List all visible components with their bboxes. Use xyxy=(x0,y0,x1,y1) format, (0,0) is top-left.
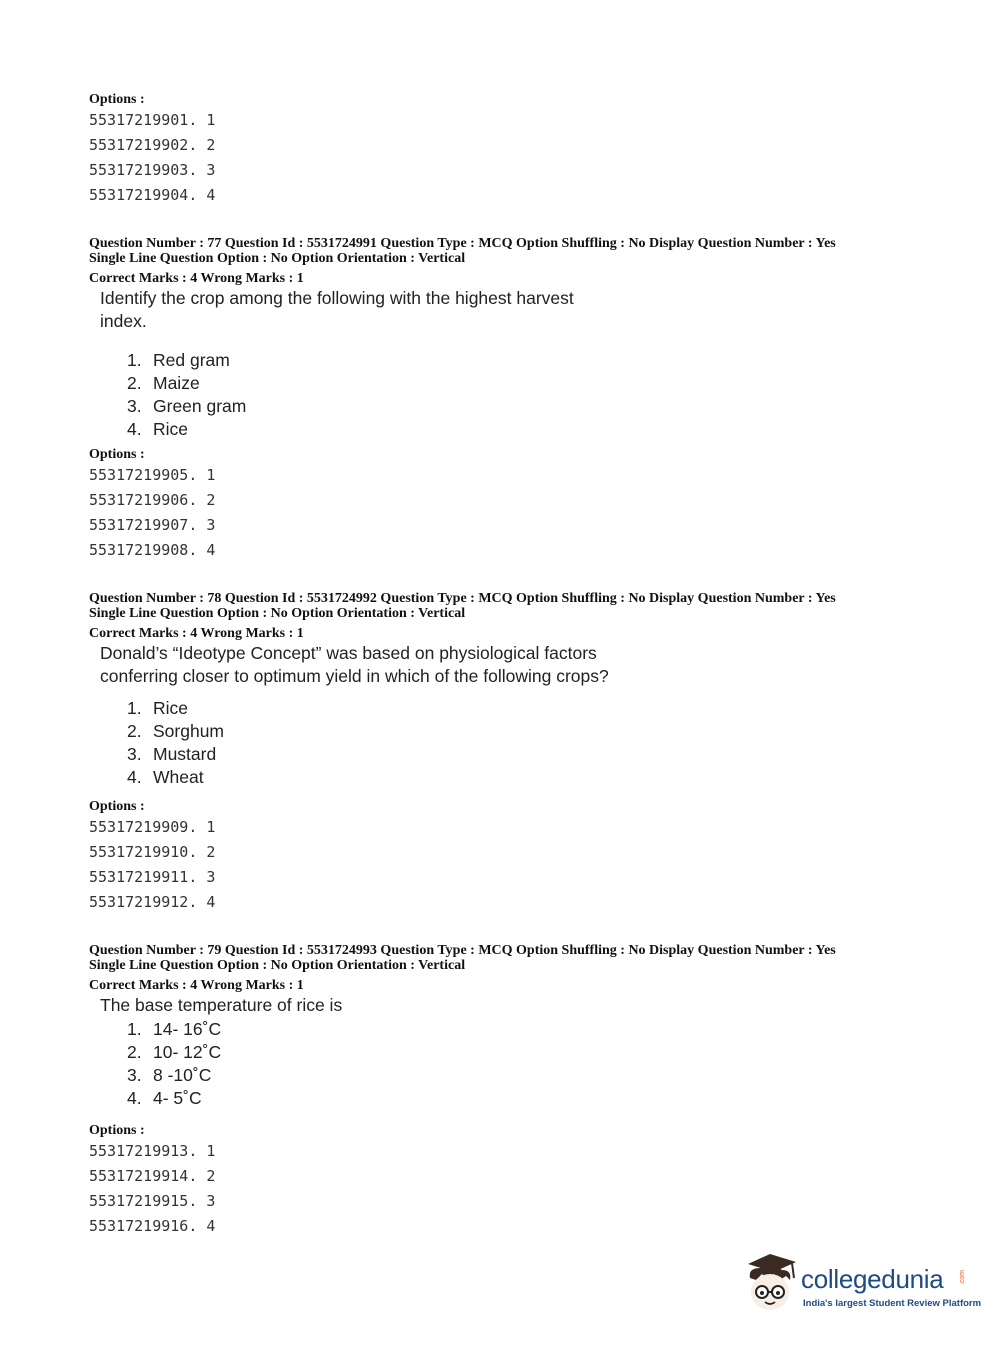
option-id: 55317219910. 2 xyxy=(89,843,216,861)
brand-name: collegedunia xyxy=(801,1264,944,1294)
question-meta: Question Number : 79 Question Id : 5531724993 Question Type : MCQ Option Shuffling : No Display Question Number : Yes xyxy=(89,943,836,958)
option-id: 55317219907. 3 xyxy=(89,516,216,534)
options-label: Options : xyxy=(89,1123,145,1138)
question-text: conferring closer to optimum yield in which of the following crops? xyxy=(100,666,609,686)
options-label: Options : xyxy=(89,447,145,462)
option-id: 55317219915. 3 xyxy=(89,1192,216,1210)
answer-choice: 4. 4- 5˚C xyxy=(127,1088,202,1108)
question-meta-options: Single Line Question Option : No Option Orientation : Vertical xyxy=(89,958,466,973)
question-marks: Correct Marks : 4 Wrong Marks : 1 xyxy=(89,978,304,993)
answer-choice: 4. Wheat xyxy=(127,767,204,787)
brand-domain: .com xyxy=(959,1270,966,1286)
option-id: 55317219913. 1 xyxy=(89,1142,216,1160)
question-meta-options: Single Line Question Option : No Option Orientation : Vertical xyxy=(89,251,466,266)
question-marks: Correct Marks : 4 Wrong Marks : 1 xyxy=(89,271,304,286)
question-text: Donald’s “Ideotype Concept” was based on physiological factors xyxy=(100,643,597,663)
option-id: 55317219906. 2 xyxy=(89,491,216,509)
answer-choice: 3. Green gram xyxy=(127,396,247,416)
question-meta: Question Number : 78 Question Id : 5531724992 Question Type : MCQ Option Shuffling : No Display Question Number : Yes xyxy=(89,591,836,606)
answer-choice: 1. 14- 16˚C xyxy=(127,1019,222,1039)
question-text: The base temperature of rice is xyxy=(100,995,343,1015)
question-text: Identify the crop among the following with the highest harvest xyxy=(100,288,574,308)
option-id: 55317219901. 1 xyxy=(89,111,216,129)
answer-choice: 2. 10- 12˚C xyxy=(127,1042,222,1062)
question-meta-options: Single Line Question Option : No Option Orientation : Vertical xyxy=(89,606,466,621)
option-id: 55317219912. 4 xyxy=(89,893,216,911)
option-id: 55317219902. 2 xyxy=(89,136,216,154)
option-id: 55317219916. 4 xyxy=(89,1217,216,1235)
answer-choice: 2. Sorghum xyxy=(127,721,225,741)
answer-choice: 4. Rice xyxy=(127,419,189,439)
question-meta: Question Number : 77 Question Id : 5531724991 Question Type : MCQ Option Shuffling : No Display Question Number : Yes xyxy=(89,236,836,251)
option-id: 55317219904. 4 xyxy=(89,186,216,204)
collegedunia-logo xyxy=(740,1248,980,1320)
answer-choice: 2. Maize xyxy=(127,373,200,393)
answer-choice: 1. Red gram xyxy=(127,350,230,370)
option-id: 55317219908. 4 xyxy=(89,541,216,559)
option-id: 55317219905. 1 xyxy=(89,466,216,484)
question-text: index. xyxy=(100,311,147,331)
answer-choice: 3. 8 -10˚C xyxy=(127,1065,212,1085)
question-marks: Correct Marks : 4 Wrong Marks : 1 xyxy=(89,626,304,641)
option-id: 55317219903. 3 xyxy=(89,161,216,179)
option-id: 55317219909. 1 xyxy=(89,818,216,836)
mascot-icon xyxy=(740,1248,802,1316)
options-label: Options : xyxy=(89,92,145,107)
options-label: Options : xyxy=(89,799,145,814)
option-id: 55317219911. 3 xyxy=(89,868,216,886)
answer-choice: 3. Mustard xyxy=(127,744,217,764)
brand-tagline: India's largest Student Review Platform xyxy=(803,1298,982,1309)
answer-choice: 1. Rice xyxy=(127,698,189,718)
option-id: 55317219914. 2 xyxy=(89,1167,216,1185)
